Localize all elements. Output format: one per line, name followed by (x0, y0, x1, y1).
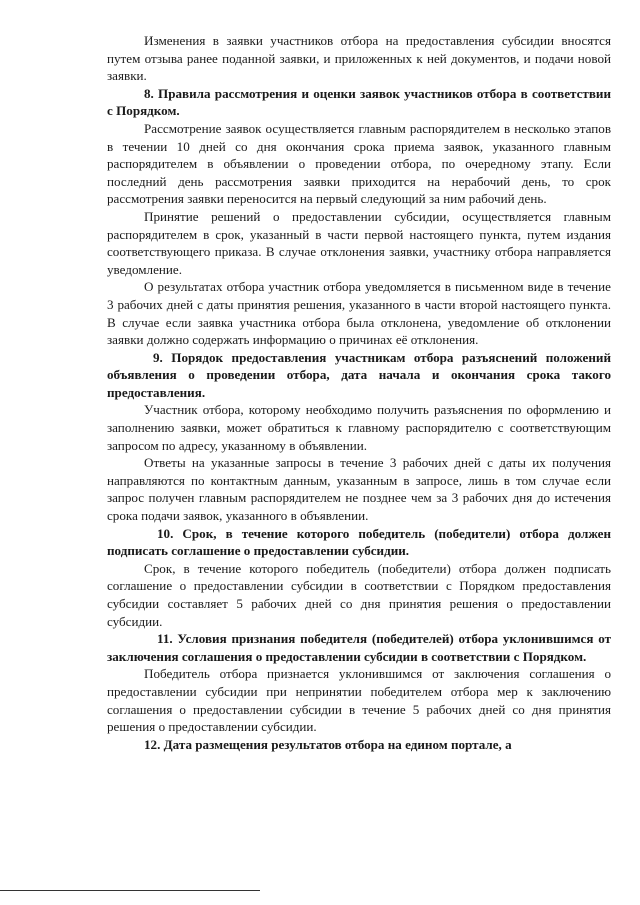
paragraph-signing-term: Срок, в течение которого победитель (победители) отбора должен подписать соглашение о предоставлении субсидии в соответствии с Порядком предоставления субсидии составляет 5 рабочих дней со дня принятия решения о предоставлении субсидии. (107, 560, 611, 629)
paragraph-clarification-answers: Ответы на указанные запросы в течение 3 рабочих дней с даты их получения направляются по контактным данным, указанным в запросе, лишь в том случае если запрос получен главным распорядителем не позднее чем за 3 рабочих дня до истечения срока подачи заявок, указанного в объявлении. (107, 455, 611, 524)
paragraph-amendments: Изменения в заявки участников отбора на предоставления субсидии вносятся путем отзыва ранее поданной заявки, и приложенных к ней документов, и подачи новой заявки. (107, 33, 611, 84)
paragraph-clarification-request: Участник отбора, которому необходимо получить разъяснения по оформлению и заполнению заявки, может обратиться к главному распорядителю с соответствующим запросом по адресу, указанному в объявлении. (107, 402, 611, 453)
footnote-separator-line (0, 890, 260, 891)
section-12-heading: 12. Дата размещения результатов отбора на едином портале, а (144, 736, 512, 752)
document-page (107, 32, 611, 753)
section-9-heading: 9. Порядок предоставления участникам отбора разъяснений положений объявления о проведении отбора, дата начала и окончания срока такого предоставления. (107, 349, 611, 400)
section-8-heading: 8. Правила рассмотрения и оценки заявок участников отбора в соответствии с Порядком. (107, 85, 611, 119)
paragraph-results-notice: О результатах отбора участник отбора уведомляется в письменном виде в течение 3 рабочих дней с даты принятия решения, указанного в части второй настоящего пункта. В случае если заявка участника отбора была отклонена, уведомление об отклонении заявки должно содержать информацию о причинах её отклонения. (107, 279, 611, 348)
paragraph-evasion-conditions: Победитель отбора признается уклонившимся от заключения соглашения о предоставлении субсидии при непринятии победителем отбора мер к заключению соглашения о предоставлении субсидии в течение 5 рабочих дней со дня принятия решения о предоставлении субсидии. (107, 666, 611, 735)
paragraph-review-stages: Рассмотрение заявок осуществляется главным распорядителем в несколько этапов в течении 10 дней со дня окончания срока приема заявок, указанного главным распорядителем в объявлении о проведении отбора, по очередному этапу. Если последний день рассмотрения заявки приходится на нерабочий день, то срок рассмотрения заявки переносится на первый следующий за ним рабочий день. (107, 120, 611, 207)
section-11-heading: 11. Условия признания победителя (победителей) отбора уклонившимся от заключения соглашения о предоставлении субсидии в соответствии с Порядком. (107, 631, 611, 664)
paragraph-decision: Принятие решений о предоставлении субсидии, осуществляется главным распорядителем в срок, указанный в части первой настоящего пункта, путем издания соответствующего приказа. В случае отклонения заявки, участнику отбора направляется уведомление. (107, 208, 611, 277)
section-10-heading: 10. Срок, в течение которого победитель (победители) отбора должен подписать соглашение о предоставлении субсидии. (107, 525, 611, 559)
